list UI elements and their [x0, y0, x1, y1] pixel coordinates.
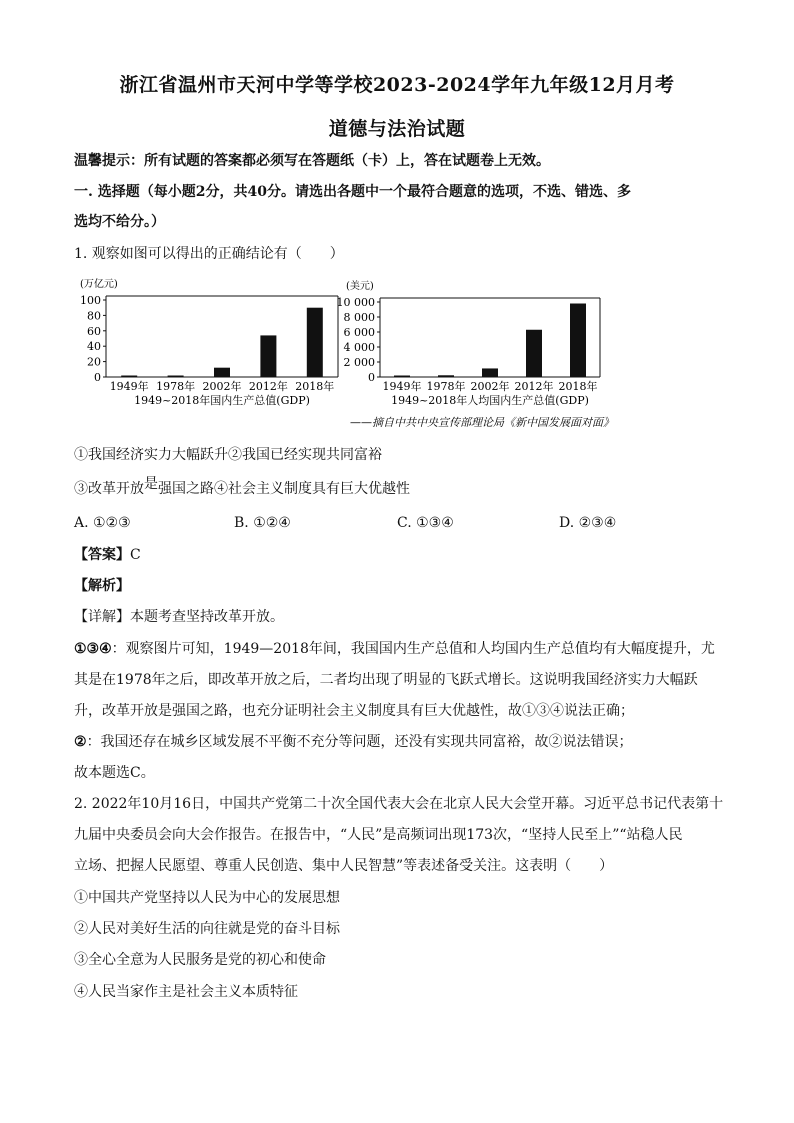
chart1-y-tick-label: 40 — [87, 340, 101, 354]
explanation-1-line2: 其是在1978年之后，即改革开放之后，二者均出现了明显的飞跃式增长。这说明我国经济实力大幅跃 — [74, 672, 698, 688]
chart1-x-tick-label: 2002年 — [202, 380, 242, 393]
q1-statements-1-2: ①我国经济实力大幅跃升②我国已经实现共同富裕 — [74, 447, 382, 463]
q2-statement-3: ③全心全意为人民服务是党的初心和使命 — [74, 952, 326, 968]
explanation-2-line — [74, 732, 724, 752]
chart2-x-tick-label: 1978年 — [426, 380, 466, 393]
explanation-2-text: ：我国还存在城乡区域发展不平衡不充分等问题，还没有实现共同富裕，故②说法错误； — [86, 734, 633, 750]
explanation-1-line1 — [74, 639, 724, 659]
q1-answer — [74, 545, 724, 565]
chart2-bar — [482, 368, 498, 377]
q2-statement-2: ②人民对美好生活的向往就是党的奋斗目标 — [74, 921, 340, 937]
section-heading-line2: 选均不给分。） — [74, 214, 165, 230]
statement-3-raised-char: 是 — [144, 476, 158, 492]
chart1-y-tick-label: 80 — [87, 309, 101, 323]
analysis-tag: 【解析】 — [74, 578, 130, 594]
chart1-bar — [307, 308, 323, 377]
explanation-2-lead: ② — [74, 734, 87, 750]
q1-option-a: A. ①②③ — [74, 515, 131, 531]
q1-option-b: B. ①②④ — [234, 515, 291, 531]
chart2-x-tick-label: 2012年 — [514, 380, 554, 393]
chart2-caption: 1949~2018年人均国内生产总值(GDP) — [391, 394, 589, 407]
chart2-y-tick-label: 2 000 — [343, 356, 375, 369]
chart2-x-tick-label: 2002年 — [470, 380, 510, 393]
statement-3-part-b: 强国之路④社会主义制度具有巨大优越性 — [158, 481, 410, 497]
detail-line: 【详解】本题考查坚持改革开放。 — [74, 609, 284, 625]
q2-stem-line1: 2. 2022年10月16日，中国共产党第二十次全国代表大会在北京人民大会堂开幕。习近平总书记代表第十 — [74, 796, 724, 812]
section-heading-line1: 一. 选择题（每小题2分，共40分。请选出各题中一个最符合题意的选项，不选、错选、多 — [74, 184, 631, 200]
chart2-unit-label: (美元) — [346, 281, 374, 292]
q2-stem-line3: 立场、把握人民愿望、尊重人民创造、集中人民智慧”等表述备受关注。这表明（ ） — [74, 858, 614, 874]
chart2-y-tick-label: 0 — [368, 371, 375, 384]
chart1-y-tick-label: 20 — [87, 355, 101, 369]
explanation-1-text: ：观察图片可知，1949—2018年间，我国国内生产总值和人均国内生产总值均有大幅度提升，尤 — [111, 641, 715, 657]
explanation-1-line3: 升，改革开放是强国之路，也充分证明社会主义制度具有巨大优越性，故①③④说法正确； — [74, 703, 634, 719]
chart1-bar — [260, 335, 276, 377]
source-note: ——摘自中共中央宣传部理论局《新中国发展面对面》 — [350, 416, 614, 429]
chart1-x-tick-label: 1978年 — [156, 380, 196, 393]
document-subtitle: 道德与法治试题 — [328, 118, 466, 140]
tip-text: 温馨提示：所有试题的答案都必须写在答题纸（卡）上，答在试题卷上无效。 — [74, 153, 550, 169]
q2-statement-4: ④人民当家作主是社会主义本质特征 — [74, 984, 298, 1000]
answer-value: C — [130, 547, 141, 563]
chart1-unit-label: (万亿元) — [80, 279, 118, 290]
explanation-1-lead: ①③④ — [74, 641, 112, 657]
chart1-y-tick-label: 100 — [80, 294, 101, 307]
chart1-x-tick-label: 1949年 — [109, 380, 149, 393]
chart1-y-tick-label: 60 — [87, 324, 101, 338]
q1-charts — [72, 274, 632, 434]
chart1-caption: 1949~2018年国内生产总值(GDP) — [134, 394, 310, 407]
document-title: 浙江省温州市天河中学等学校2023-2024学年九年级12月月考 — [119, 74, 675, 96]
chart2-x-tick-label: 1949年 — [382, 380, 422, 393]
q1-conclusion: 故本题选C。 — [74, 765, 155, 781]
q1-option-c: C. ①③④ — [397, 515, 454, 531]
chart2-bar — [438, 375, 454, 377]
q1-stem: 1. 观察如图可以得出的正确结论有（ ） — [74, 246, 344, 262]
q1-statements-3-4 — [74, 476, 724, 499]
chart1-x-tick-label: 2018年 — [295, 380, 335, 393]
q2-statement-1: ①中国共产党坚持以人民为中心的发展思想 — [74, 890, 340, 906]
chart1-bar — [214, 368, 230, 377]
statement-3-part-a: ③改革开放 — [74, 481, 144, 497]
chart2-y-tick-label: 10 000 — [336, 296, 375, 309]
chart2-y-tick-label: 8 000 — [343, 311, 375, 324]
chart2-bar — [394, 376, 410, 378]
chart1-y-tick-label: 0 — [94, 371, 101, 384]
chart2-y-tick-label: 4 000 — [343, 341, 375, 354]
chart1-bar — [168, 376, 184, 378]
chart2-y-tick-label: 6 000 — [343, 326, 375, 339]
q1-chart-svg — [72, 274, 632, 434]
answer-tag: 【答案】 — [74, 547, 130, 563]
q2-stem-line2: 九届中央委员会向大会作报告。在报告中，“人民”是高频词出现173次，“坚持人民至上”“站稳人民 — [74, 827, 683, 843]
chart2-bar — [526, 330, 542, 377]
q1-option-d: D. ②③④ — [559, 515, 617, 531]
chart2-x-tick-label: 2018年 — [558, 380, 598, 393]
chart2-bar — [570, 304, 586, 378]
chart1-x-tick-label: 2012年 — [248, 380, 288, 393]
chart1-bar — [121, 376, 137, 378]
